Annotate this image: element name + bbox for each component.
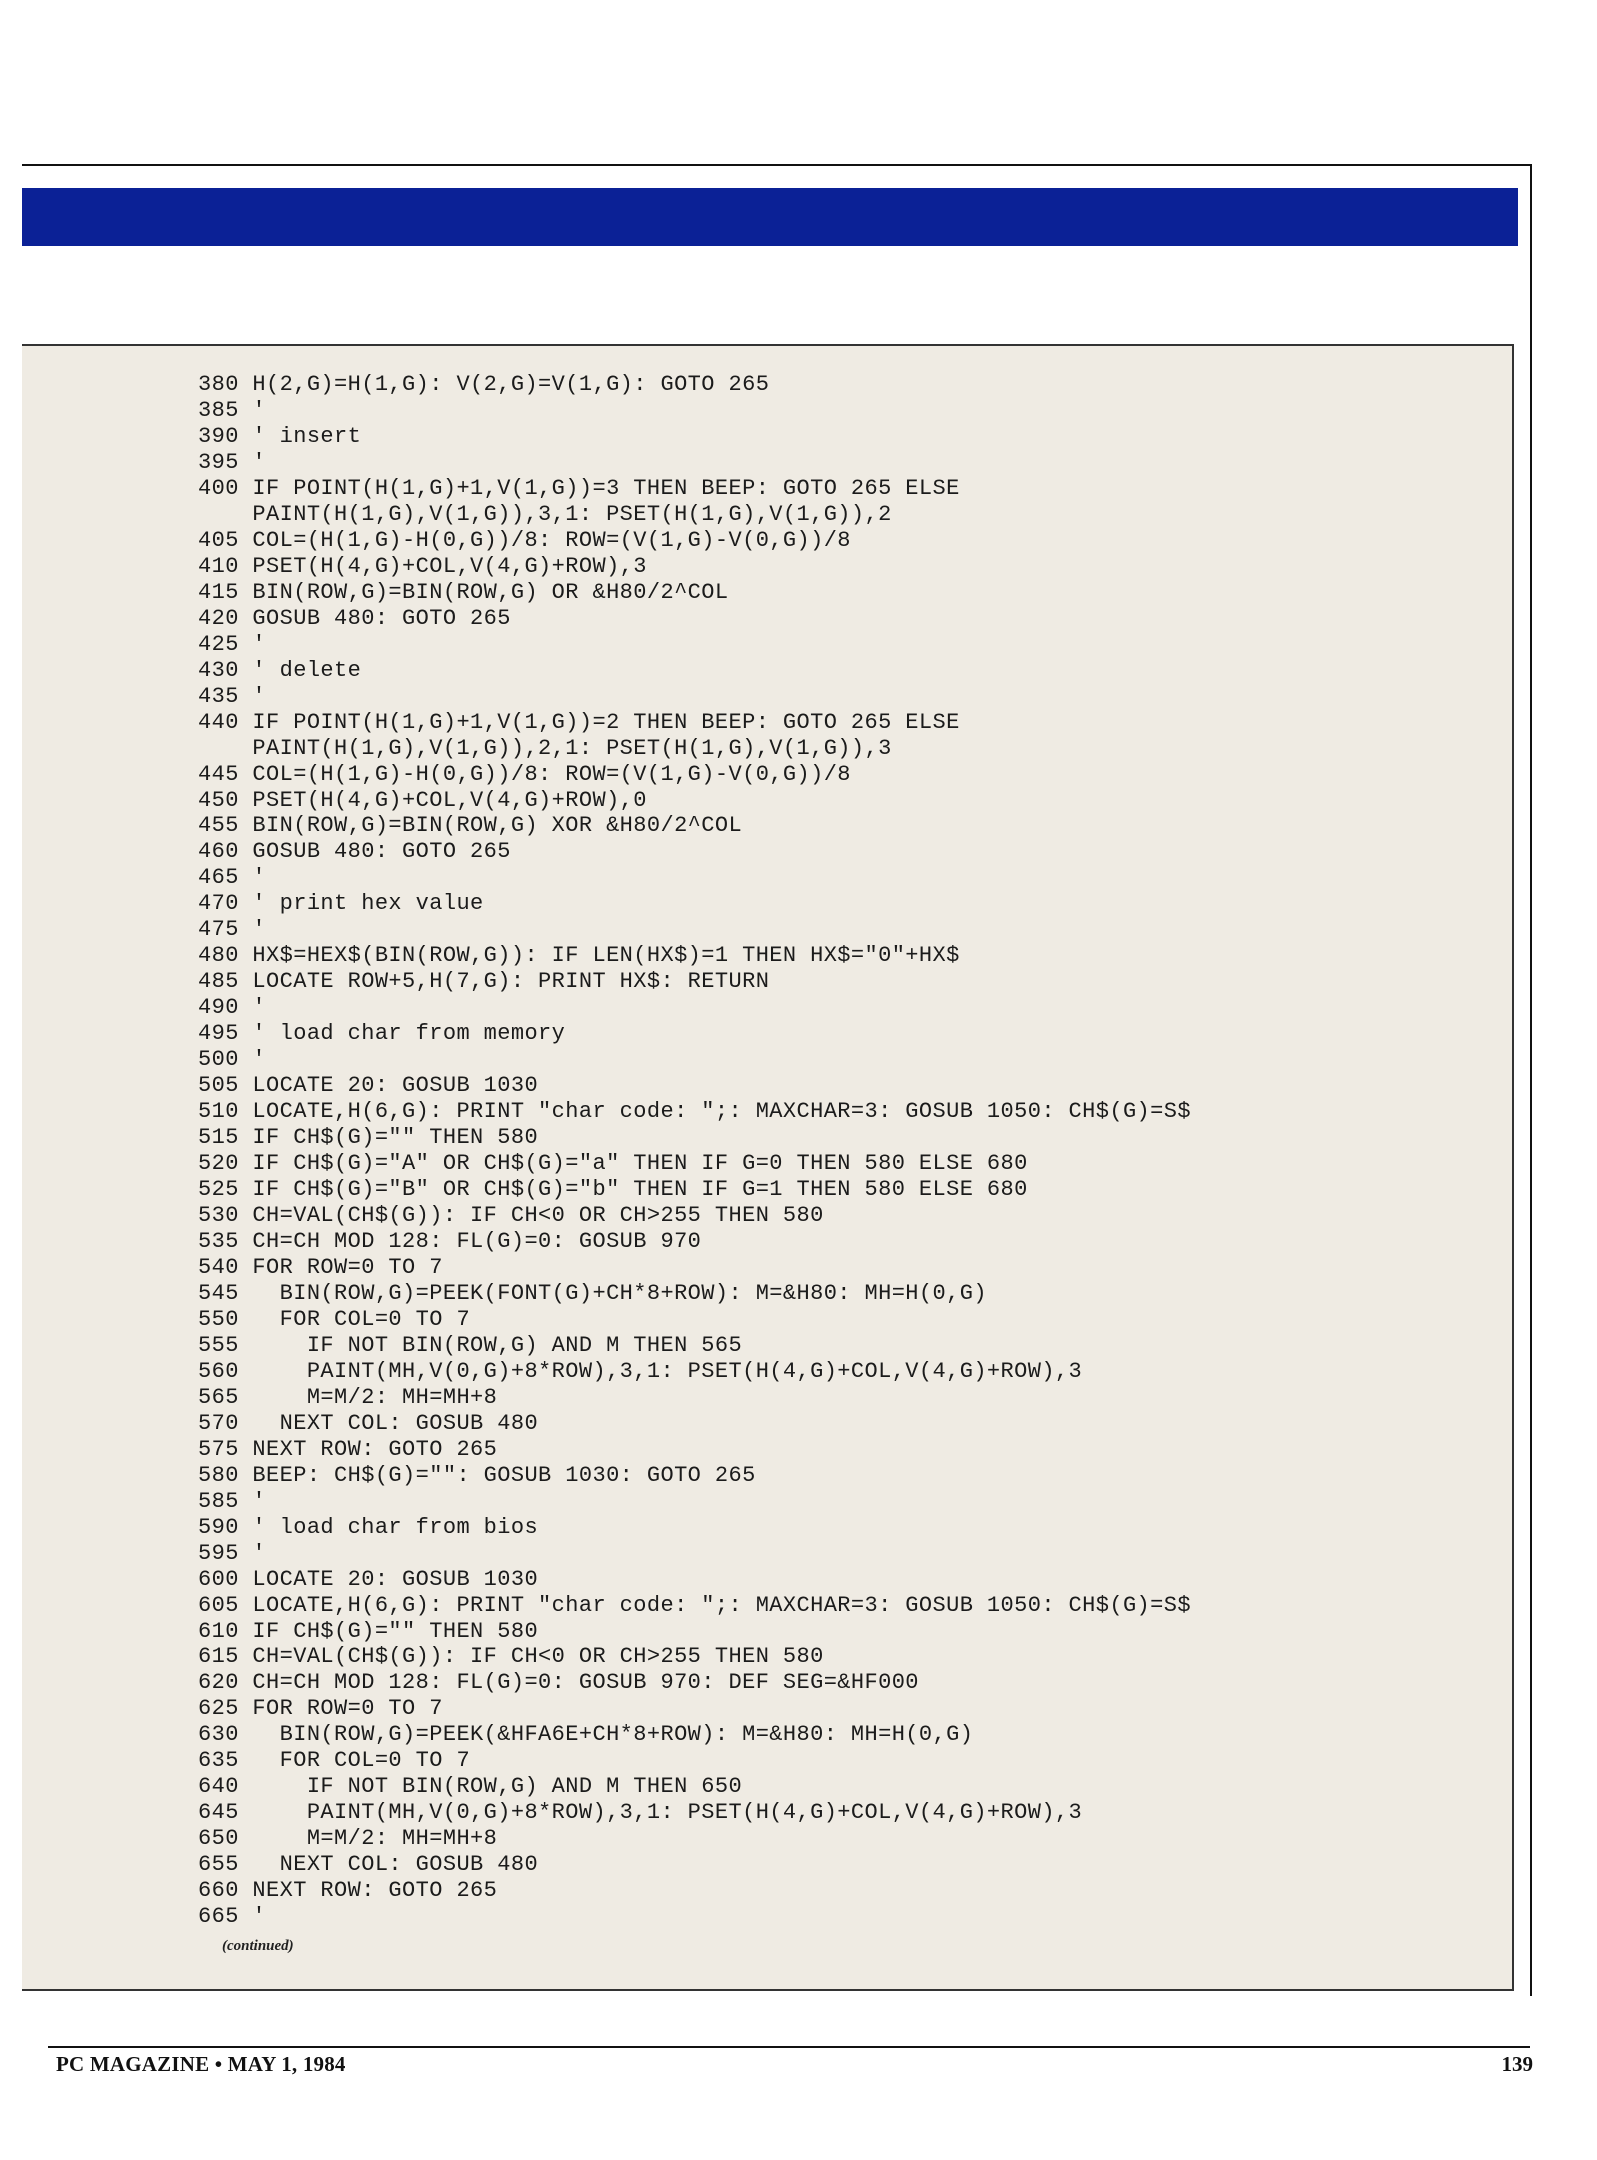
code-line: 500 ': [198, 1047, 267, 1073]
code-line: 435 ': [198, 683, 267, 709]
code-line: 515 IF CH$(G)="" THEN 580: [198, 1125, 539, 1151]
code-line: 505 LOCATE 20: GOSUB 1030: [198, 1073, 539, 1099]
code-line: 610 IF CH$(G)="" THEN 580: [198, 1618, 539, 1644]
code-line: 410 PSET(H(4,G)+COL,V(4,G)+ROW),3: [198, 553, 647, 579]
code-line: 425 ': [198, 631, 267, 657]
code-line: 495 ' load char from memory: [198, 1021, 566, 1047]
code-line: 585 ': [198, 1488, 267, 1514]
code-line: 615 CH=VAL(CH$(G)): IF CH<0 OR CH>255 THEN 580: [198, 1644, 824, 1670]
code-line: PAINT(H(1,G),V(1,G)),2,1: PSET(H(1,G),V(1,G)),3: [198, 735, 892, 761]
code-line: 475 ': [198, 917, 267, 943]
code-line: 595 ': [198, 1540, 267, 1566]
code-line: 630 BIN(ROW,G)=PEEK(&HFA6E+CH*8+ROW): M=&H80: MH=H(0,G): [198, 1722, 974, 1748]
code-line: 485 LOCATE ROW+5,H(7,G): PRINT HX$: RETURN: [198, 969, 770, 995]
code-line: 660 NEXT ROW: GOTO 265: [198, 1878, 498, 1904]
code-line: 490 ': [198, 995, 267, 1021]
header-banner: [22, 188, 1518, 246]
continued-label: (continued): [222, 1938, 294, 1954]
code-line: 635 FOR COL=0 TO 7: [198, 1748, 471, 1774]
code-line: 645 PAINT(MH,V(0,G)+8*ROW),3,1: PSET(H(4,G)+COL,V(4,G)+ROW),3: [198, 1800, 1083, 1826]
code-line: 535 CH=CH MOD 128: FL(G)=0: GOSUB 970: [198, 1228, 702, 1254]
code-line: PAINT(H(1,G),V(1,G)),3,1: PSET(H(1,G),V(1,G)),2: [198, 501, 892, 527]
code-line: 390 ' insert: [198, 423, 362, 449]
code-line: 540 FOR ROW=0 TO 7: [198, 1254, 443, 1280]
code-line: 450 PSET(H(4,G)+COL,V(4,G)+ROW),0: [198, 787, 647, 813]
code-line: 600 LOCATE 20: GOSUB 1030: [198, 1566, 539, 1592]
code-line: 545 BIN(ROW,G)=PEEK(FONT(G)+CH*8+ROW): M=&H80: MH=H(0,G): [198, 1280, 987, 1306]
footer-rule: [48, 2046, 1530, 2048]
code-line: 380 H(2,G)=H(1,G): V(2,G)=V(1,G): GOTO 265: [198, 372, 770, 397]
code-line: 445 COL=(H(1,G)-H(0,G))/8: ROW=(V(1,G)-V(0,G))/8: [198, 761, 851, 787]
code-line: 520 IF CH$(G)="A" OR CH$(G)="a" THEN IF G=0 THEN 580 ELSE 680: [198, 1151, 1028, 1177]
code-line: 575 NEXT ROW: GOTO 265: [198, 1436, 498, 1462]
code-line: 590 ' load char from bios: [198, 1514, 539, 1540]
code-line: 415 BIN(ROW,G)=BIN(ROW,G) OR &H80/2^COL: [198, 579, 729, 605]
code-line: 580 BEEP: CH$(G)="": GOSUB 1030: GOTO 265: [198, 1462, 756, 1488]
code-line: 460 GOSUB 480: GOTO 265: [198, 839, 511, 865]
footer-publication: PC MAGAZINE • MAY 1, 1984: [56, 2052, 346, 2076]
code-line: 565 M=M/2: MH=MH+8: [198, 1384, 498, 1410]
code-line: 625 FOR ROW=0 TO 7: [198, 1696, 443, 1722]
code-line: 405 COL=(H(1,G)-H(0,G))/8: ROW=(V(1,G)-V(0,G))/8: [198, 527, 851, 553]
basic-code-listing: [198, 372, 1191, 1930]
code-line: 395 ': [198, 449, 267, 475]
code-line: 640 IF NOT BIN(ROW,G) AND M THEN 650: [198, 1774, 743, 1800]
code-line: 385 ': [198, 397, 267, 423]
code-line: 400 IF POINT(H(1,G)+1,V(1,G))=3 THEN BEEP: GOTO 265 ELSE: [198, 475, 960, 501]
page-number: 139: [1501, 2052, 1533, 2076]
code-line: 530 CH=VAL(CH$(G)): IF CH<0 OR CH>255 THEN 580: [198, 1203, 824, 1228]
code-line: 570 NEXT COL: GOSUB 480: [198, 1410, 539, 1436]
code-line: 440 IF POINT(H(1,G)+1,V(1,G))=2 THEN BEEP: GOTO 265 ELSE: [198, 709, 960, 735]
code-line: 665 ': [198, 1904, 267, 1930]
code-line: 465 ': [198, 865, 267, 891]
code-line: 455 BIN(ROW,G)=BIN(ROW,G) XOR &H80/2^COL: [198, 813, 743, 839]
code-line: 420 GOSUB 480: GOTO 265: [198, 605, 511, 631]
code-line: 555 IF NOT BIN(ROW,G) AND M THEN 565: [198, 1332, 743, 1358]
code-line: 525 IF CH$(G)="B" OR CH$(G)="b" THEN IF G=1 THEN 580 ELSE 680: [198, 1177, 1028, 1203]
code-line: 470 ' print hex value: [198, 891, 484, 917]
code-line: 650 M=M/2: MH=MH+8: [198, 1826, 498, 1852]
code-line: 560 PAINT(MH,V(0,G)+8*ROW),3,1: PSET(H(4,G)+COL,V(4,G)+ROW),3: [198, 1358, 1083, 1384]
code-line: 430 ' delete: [198, 657, 362, 683]
code-line: 480 HX$=HEX$(BIN(ROW,G)): IF LEN(HX$)=1 THEN HX$="0"+HX$: [198, 943, 960, 969]
code-line: 620 CH=CH MOD 128: FL(G)=0: GOSUB 970: DEF SEG=&HF000: [198, 1670, 919, 1696]
code-line: 605 LOCATE,H(6,G): PRINT "char code: ";: MAXCHAR=3: GOSUB 1050: CH$(G)=S$: [198, 1592, 1191, 1618]
code-line: 655 NEXT COL: GOSUB 480: [198, 1852, 539, 1878]
code-line: 550 FOR COL=0 TO 7: [198, 1306, 471, 1332]
code-line: 510 LOCATE,H(6,G): PRINT "char code: ";: MAXCHAR=3: GOSUB 1050: CH$(G)=S$: [198, 1099, 1191, 1125]
